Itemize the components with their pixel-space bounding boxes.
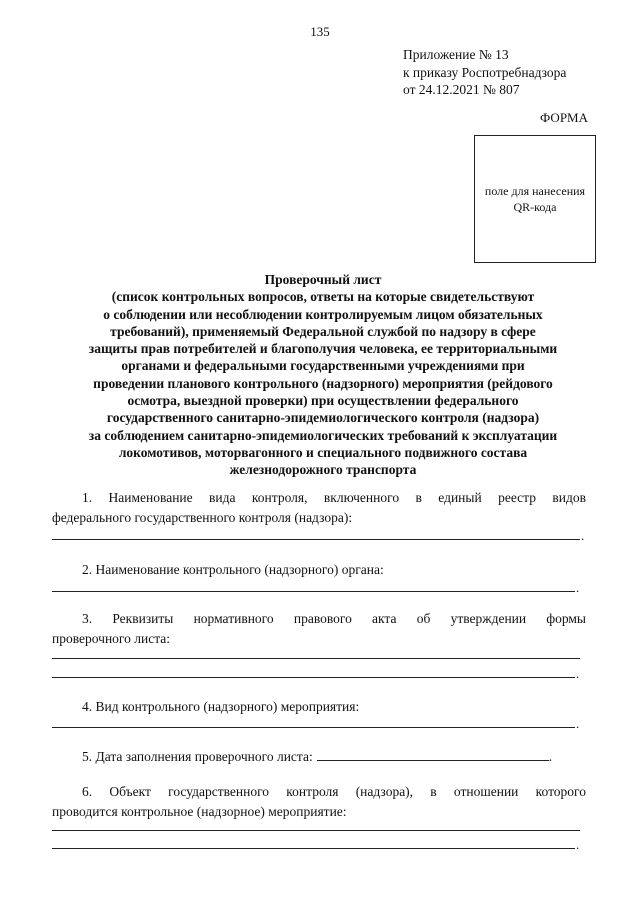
item-control-object: 6. Объект государственного контроля (надзора), в отношении которого проводится контрольное (надзорное) мероприятие: [52,784,586,819]
item-control-body: 2. Наименование контрольного (надзорного) органа: [82,562,384,577]
fill-line-regulatory-act[interactable] [52,658,580,659]
item-regulatory-act: 3. Реквизиты нормативного правового акта об утверждении формы проверочного листа: [52,611,586,646]
fill-line-control-type[interactable] [52,539,580,540]
item-fill-date: 5. Дата заполнения проверочного листа: . [82,749,553,764]
title-line: органами и федеральными государственными учреждениями при [121,358,525,374]
title-line: железнодорожного транспорта [229,462,417,478]
line-end-mark: . [576,716,580,731]
appendix-line: Приложение № 13 [403,47,509,62]
title-line: защиты прав потребителей и благополучия человека, ее территориальными [88,341,558,357]
line-end-mark: . [576,666,580,681]
title-line: осмотра, выездной проверки) при осуществлении федерального [127,393,519,409]
qr-box-label: поле для нанесения [484,184,586,198]
appendix-line: от 24.12.2021 № 807 [403,82,520,97]
fill-line-date[interactable] [317,759,549,761]
fill-line-control-object[interactable] [52,830,580,831]
qr-code-field [474,135,596,263]
page-number: 135 [310,24,330,39]
title-line: локомотивов, моторвагонного и специального подвижного состава [118,444,528,460]
title-line: проведении планового контрольного (надзорного) мероприятия (рейдового [93,375,553,391]
fill-line-control-object[interactable] [52,848,575,849]
line-end-mark: . [576,837,580,852]
title-line: (список контрольных вопросов, ответы на которые свидетельствуют [111,289,535,305]
item-event-type: 4. Вид контрольного (надзорного) мероприятия: [82,699,360,714]
form-label: ФОРМА [540,110,588,125]
fill-line-control-body[interactable] [52,591,575,592]
document-title [40,271,606,479]
line-end-mark: . [548,749,553,764]
title-line: Проверочный лист [264,272,382,287]
fill-line-regulatory-act[interactable] [52,677,575,678]
qr-box-label: QR-кода [513,200,557,214]
title-line: о соблюдении или несоблюдении контролируемым лицом обязательных [103,306,543,322]
item-control-type: 1. Наименование вида контроля, включенного в единый реестр видов федерального государственного контроля (надзора): [52,490,586,525]
appendix-line: к приказу Роспотребнадзора [403,64,567,80]
title-line: государственного санитарно-эпидемиологического контроля (надзора) [106,410,540,426]
appendix-header [403,46,566,99]
title-line: за соблюдением санитарно-эпидемиологических требований к эксплуатации [88,427,558,443]
line-end-mark: . [576,580,580,595]
title-line: требований), применяемый Федеральной службой по надзору в сфере [110,323,536,339]
line-end-mark: . [581,528,585,543]
fill-line-event-type[interactable] [52,727,575,728]
